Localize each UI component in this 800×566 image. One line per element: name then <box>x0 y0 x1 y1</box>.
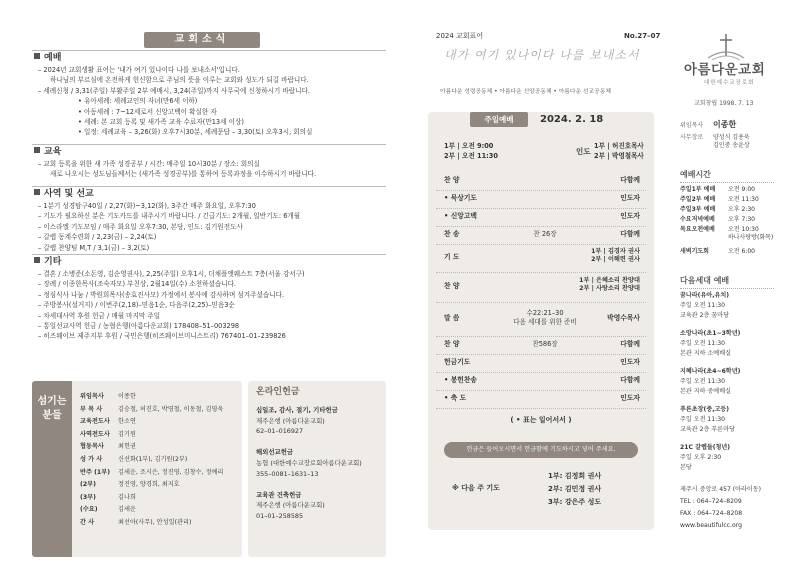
group-detail: 주일 오후 2:30 <box>680 454 722 461</box>
staff-role: 성 가 사 <box>80 456 103 463</box>
square-bullet-icon <box>34 189 40 195</box>
group-name: 꿈나라(유아,유치) <box>680 292 730 299</box>
group-detail: 주일 오전 11:30 <box>680 416 725 423</box>
staff-names: 최선아(사무), 안성일(관리) <box>118 519 192 526</box>
news-line: 하나님의 부르심에 온전하게 헌신함으로 주님의 뜻을 이루는 교회와 성도가 되길 바랍니다. <box>50 76 309 85</box>
heading-divider <box>680 288 774 289</box>
service-name: 주일1부 예배 <box>680 186 716 193</box>
staff-names: 한소연 <box>118 418 136 426</box>
news-line: • 세례: 본 교회 등록 및 새가족 교육 수료자(만13세 이상) <box>78 118 244 126</box>
group-name: 지혜나라(초4~6학년) <box>680 368 741 375</box>
group-detail: 주일 오전 11:30 <box>680 378 725 385</box>
worship-date: 2024. 2. 18 <box>540 114 604 125</box>
offering-account: 제주은행 (아름다운교회) <box>256 416 325 425</box>
order-item-name: • 축 도 <box>444 394 467 402</box>
staff-names: 김나희 <box>118 493 136 501</box>
order-item-leader: 다함께 <box>620 340 640 348</box>
order-row <box>436 390 646 409</box>
news-title-bar: 교회소식 <box>144 32 260 48</box>
service-hour: 오전 9:00 <box>728 186 755 193</box>
service-name: 새벽기도회 <box>680 248 709 255</box>
next-prayer-person: 2부: 김민정 권사 <box>548 485 602 493</box>
staff-role: 반주 (1부) <box>80 468 111 476</box>
founding-date: 교회창립 1998. 7. 13 <box>694 100 754 107</box>
year-slogan-label: 2024 교회표어 <box>436 32 484 40</box>
order-item-leader: 인도자 <box>620 394 640 402</box>
service-name: 주일3부 예배 <box>680 206 716 213</box>
order-row <box>436 172 646 191</box>
standing-note: ( • 표는 일어서서 ) <box>510 416 572 424</box>
staff-names: 이종한 <box>118 393 136 400</box>
order-item-name: 기 도 <box>444 253 460 261</box>
order-item-leader: 인도자 <box>620 194 640 202</box>
group-detail: 교육관 2층 푸른마당 <box>680 425 735 433</box>
staff-role: 사역전도사 <box>80 430 110 438</box>
staff-names: 정진영, 양경희, 최지호 <box>118 481 180 489</box>
staff-role: 위임목사 <box>80 393 104 400</box>
group-detail: 본관 지하 소예배실 <box>680 349 731 357</box>
staff-names: 최헌권 <box>118 443 136 451</box>
news-line: – 정심식사 나눔 / 박원희목사(송효진사모) 가정에서 봉사에 감사하며 섬겨주셨습니다. <box>38 290 285 299</box>
news-line: – 차세대사역 후원 헌금 / 매월 마지막 주일 <box>38 311 161 320</box>
news-line: – 통일선교사역 헌금 / 농협은행(아름다운교회) 178408–51–003298 <box>38 322 240 330</box>
section-heading-text: 교육 <box>44 147 62 157</box>
group-detail: 본당 <box>680 463 692 471</box>
service-hour: 오전 10:30 하나사랑방(화목) <box>728 226 774 241</box>
service-hour: 오전 11:30 <box>728 196 759 203</box>
pastor-role: 사무장로 <box>680 134 704 141</box>
offering-account: 제주은행 (아름다운교회) <box>256 501 325 510</box>
pastor-name: 양성식 김용욱 김인중 송윤상 <box>713 134 750 149</box>
section-heading <box>34 189 94 201</box>
section-heading-text: 예배 <box>44 53 62 63</box>
section-divider <box>32 186 386 187</box>
heading-divider <box>680 182 774 183</box>
offering-title: 온라인헌금 <box>256 387 300 397</box>
news-line: – 결혼 / 소병준(소돈영, 김순영권사), 2,25(주일) 오후1시, 더채플앳웨스트 7층(서울 강서구) <box>38 270 305 278</box>
next-gen-heading: 다음세대 예배 <box>680 276 730 285</box>
offering-account: 355–0081–1631–13 <box>256 469 319 478</box>
contact-address: 제주시 중앙로 457 (아라이동) <box>680 486 762 493</box>
section-heading <box>34 147 61 159</box>
news-line: – 이스라엘 기도모임 / 매주 화요일 오후7:30, 본당, 인도: 김기원전도사 <box>38 222 243 231</box>
order-item-name: 찬 송 <box>444 230 460 238</box>
church-denomination: 대한예수교장로회 <box>704 80 755 86</box>
order-item-name: • 신앙고백 <box>444 212 477 220</box>
contact-fax: FAX : 064–724–8208 <box>680 510 743 517</box>
order-item-leader: 1부 | 김경자 권사 2부 | 이해련 권사 <box>591 248 640 264</box>
pastor-name: 이종한 <box>713 120 737 129</box>
square-bullet-icon <box>34 147 40 153</box>
section-divider <box>32 254 386 255</box>
square-bullet-icon <box>34 53 40 59</box>
offering-category: 십일조, 감사, 절기, 기타헌금 <box>256 406 338 414</box>
staff-role: 간 사 <box>80 519 95 526</box>
staff-names: 김승철, 허진호, 박영철, 이동철, 김영욱 <box>118 405 224 413</box>
news-line: • 일정: 세례교육 – 3,26(화) 오후7시30분, 세례문답 – 3,30(토) 오후3시, 회의실 <box>78 128 313 137</box>
bulletin-number: No.27–07 <box>624 32 661 40</box>
group-name: 소망나라(초1~3학년) <box>680 330 741 337</box>
order-item-name: 찬 양 <box>444 176 460 184</box>
service-time: 2부 | 오전 11:30 <box>444 152 498 160</box>
staff-names: 신선화(1부), 김기원(2부) <box>118 456 188 463</box>
offering-account: 01–01–258585 <box>256 512 304 520</box>
news-line: • 유아세례: 세례교인의 자녀(만6세 이하) <box>78 97 198 106</box>
order-item-leader: 1부 | 은혜소리 찬양대 2부 | 사랑소리 찬양대 <box>579 277 640 293</box>
order-item-name: • 봉헌찬송 <box>444 376 477 384</box>
staff-title-line: 분들 <box>42 410 62 421</box>
group-detail: 주일 오전 11:30 <box>680 340 725 347</box>
section-divider <box>32 144 386 145</box>
order-item-leader: 다함께 <box>620 376 640 384</box>
next-prayer-person: 3부: 강은주 성도 <box>548 498 602 506</box>
news-line: – 1분기 성경탐구40일 / 2,27(화)~3,12(화), 3주간 매주 화요일, 오후7:30 <box>38 202 256 210</box>
service-leader: 2부 | 박영철목사 <box>594 152 644 160</box>
offering-account: 농협 (대한예수교장로회아름다운교회) <box>256 459 362 467</box>
news-line: – 기도가 필요하신 분은 기도카드를 내주시기 바랍니다. / 긴급기도: 2개월, 일반기도: 6개월 <box>38 212 301 221</box>
order-item-detail: 찬586장 <box>532 340 558 348</box>
order-item-detail: 수22:21–30 다음 세대를 위한 준비 <box>513 309 577 326</box>
order-item-leader: 다함께 <box>620 230 640 238</box>
offering-notice: 헌금은 들어오시면서 헌금함에 기도하시고 넣어 주세요. <box>444 442 638 458</box>
order-item-name: 말 씀 <box>444 314 460 322</box>
staff-title <box>34 395 70 423</box>
square-bullet-icon <box>34 257 40 263</box>
staff-role: (2부) <box>80 481 96 489</box>
staff-names: 김세운, 조시은, 정진영, 김창수, 정예리 <box>118 468 224 476</box>
group-detail: 주일 오전 11:30 <box>680 302 725 309</box>
news-line: – 세례신청 / 3,31(주일) 부활주일 2부 예배시, 3,24(주일)까지 사무국에 신청하시기 바랍니다. <box>38 86 310 95</box>
group-detail: 본관 지하 중예배실 <box>680 387 731 395</box>
group-name: 21C 갈렙들(청년) <box>680 444 731 451</box>
news-line: • 아동세례 : 7~12세로서 신앙고백이 확실한 자 <box>78 107 217 116</box>
next-prayer-label: ※ 다음 주 기도 <box>452 484 500 492</box>
staff-names: 김기원 <box>118 430 136 438</box>
service-time: 1부 | 오전 9:00 <box>444 142 494 150</box>
staff-role: 협동목사 <box>80 443 104 451</box>
order-item-leader: 다함께 <box>620 176 640 184</box>
leader-label: 인도 <box>576 147 591 156</box>
news-line: – 갈렙 찬양팀 M,T / 3,1(금) – 3,2(토) <box>38 243 150 252</box>
order-item-name: 찬 양 <box>444 340 460 348</box>
service-times-heading: 예배시간 <box>680 170 711 179</box>
staff-role: 교육전도사 <box>80 418 110 426</box>
church-pillars: 아름다운 성령공동체 • 아름다운 신앙공동체 • 아름다운 선교공동체 <box>440 89 611 95</box>
group-name: 푸른초장(중,고등) <box>680 406 730 413</box>
church-name: 아름다운교회 <box>684 62 766 78</box>
offering-category: 해외선교헌금 <box>256 448 294 457</box>
staff-role: 부 목 사 <box>80 405 103 413</box>
service-name: 주일2부 예배 <box>680 196 716 203</box>
service-hour: 오전 6:00 <box>728 248 755 255</box>
church-logo-icon <box>706 32 746 62</box>
service-name: 수요저녁예배 <box>680 216 715 223</box>
order-item-leader: 박영수목사 <box>607 314 640 322</box>
news-line: – 갈렙 동계수련회 / 2,23(금) – 2,24(토) <box>38 233 157 242</box>
news-line: – 히즈웨이브 제주지부 후원 / 국민은행(히즈웨이브미니스트리) 767401–01–239826 <box>38 332 286 341</box>
staff-title-line: 섬기는 <box>37 396 67 407</box>
section-heading <box>34 53 61 65</box>
order-item-leader: 인도자 <box>620 212 640 220</box>
contact-tel: TEL : 064–724–8209 <box>680 498 742 505</box>
section-heading-text: 사역 및 선교 <box>44 189 94 199</box>
pastor-role: 위임목사 <box>680 122 704 129</box>
news-line: – 장례 / 이종한목사(조숙자모) 부친상, 2월14일(수) 소천하셨습니다. <box>38 280 237 289</box>
staff-names: 김세운 <box>118 506 136 514</box>
service-name: 목요오전예배 <box>680 226 715 233</box>
news-line: 새로 나오시는 성도님들께서는 (새가족 성경공부)를 통하여 등록과정을 이수하시기 바랍니다. <box>50 170 317 179</box>
order-item-name: • 묵상기도 <box>444 194 477 202</box>
contact-web[interactable]: www.beautifulcc.org <box>680 522 742 529</box>
service-hour: 오후 2:30 <box>728 206 755 213</box>
news-line: – 2024년 교회생활 표어는 '내가 여기 있나이다 나를 보내소서'입니다. <box>38 66 240 74</box>
group-detail: 교육관 2층 꿈마당 <box>680 311 729 319</box>
service-hour: 오후 7:30 <box>728 216 755 223</box>
worship-tag: 주일예배 <box>470 112 528 127</box>
news-line: – 주방봉사(설거지) / 이번주(2,18)–믿음1순, 다음주(2,25)–믿음3순 <box>38 301 235 310</box>
staff-role: (3부) <box>80 493 96 501</box>
news-line: – 교회 등록을 위한 새 가족 성경공부 / 시간: 매주일 10시30분 / 장소: 회의실 <box>38 160 260 168</box>
order-item-name: 찬 양 <box>444 282 460 290</box>
section-divider <box>32 50 386 51</box>
order-item-leader: 인도자 <box>620 358 640 366</box>
section-heading-text: 기타 <box>44 257 62 267</box>
next-prayer-person: 1부: 김정희 권사 <box>548 472 602 480</box>
order-item-detail: 찬 26장 <box>533 230 557 238</box>
staff-role: (수요) <box>80 506 98 514</box>
order-item-name: 헌금기도 <box>444 358 471 366</box>
offering-account: 62–01–016927 <box>256 427 304 436</box>
slogan-text: 내가 여기 있나이다 나를 보내소서 <box>444 48 640 62</box>
service-leader: 1부 | 허진호목사 <box>594 142 644 150</box>
section-heading <box>34 257 61 269</box>
offering-category: 교육관 건축헌금 <box>256 490 302 499</box>
